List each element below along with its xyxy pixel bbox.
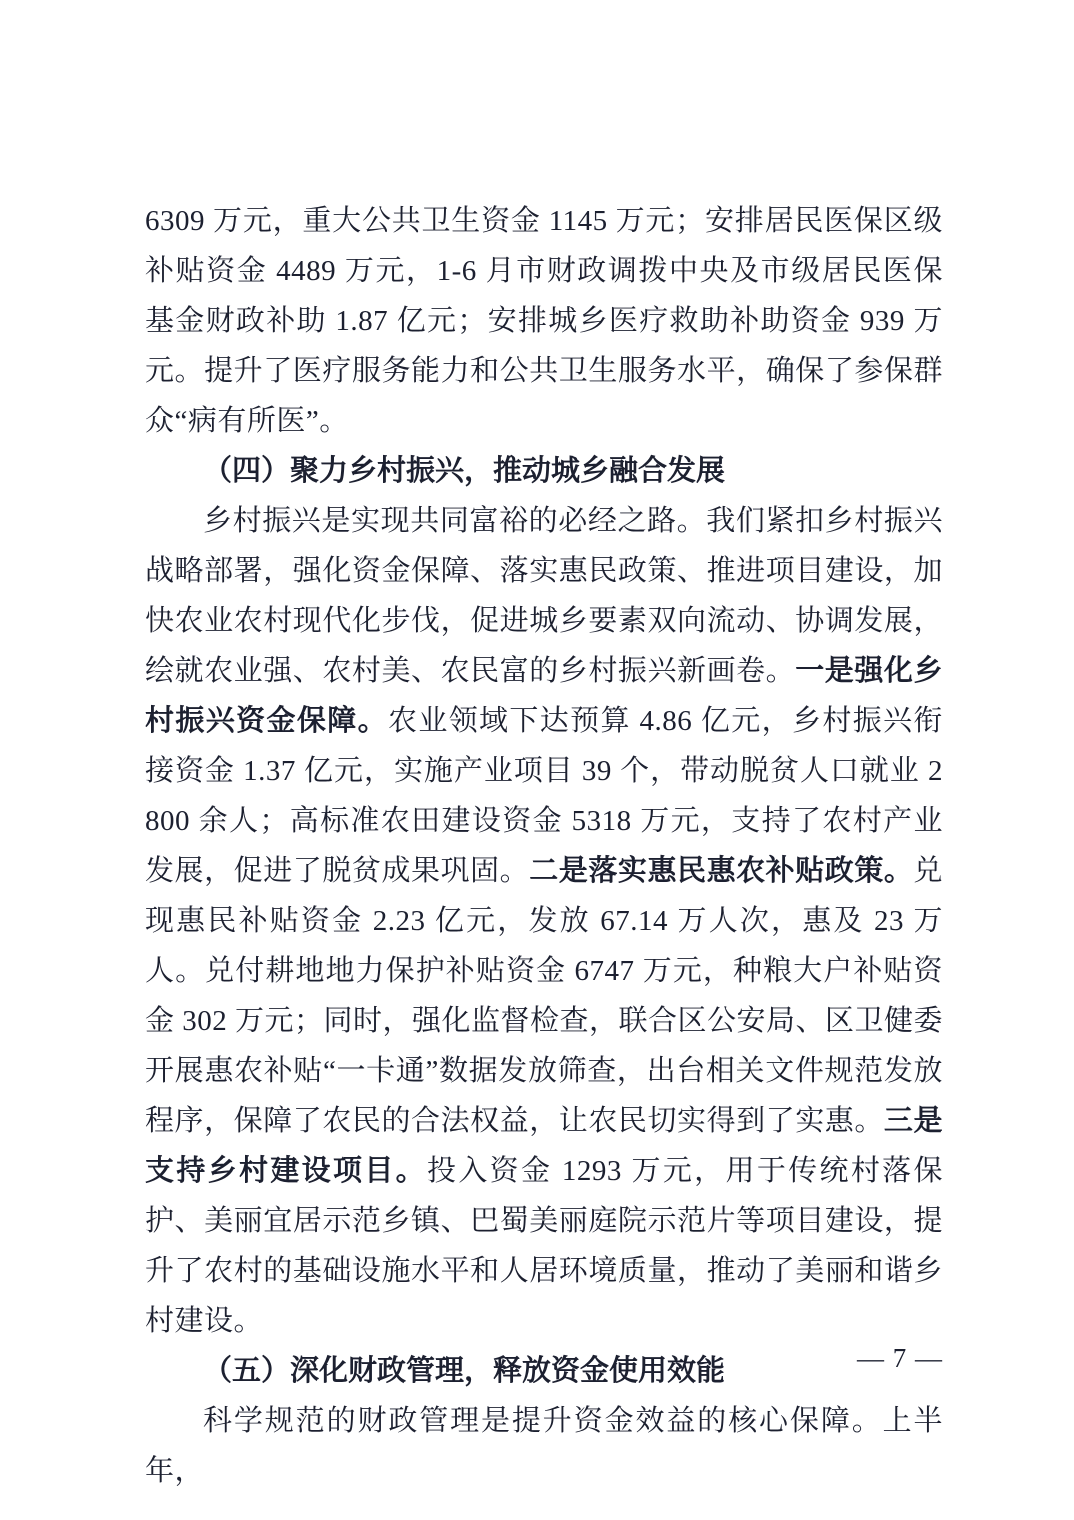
- section-heading-4: （四）聚力乡村振兴，推动城乡融合发展: [203, 455, 726, 487]
- page-number: — 7 —: [857, 1343, 943, 1373]
- text-segment-emphasis-3: 三是支持乡村建设项目。: [145, 1105, 943, 1187]
- text-segment: 投入资金 1293 万元，用于传统村落保护、美丽宜居示范乡镇、巴蜀美丽庭院示范片等项目建设，提升了农村的基础设施水平和人居环境质量，推动了美丽和谐乡村建设。: [145, 1155, 943, 1337]
- paragraph-medical-continuation: 6309 万元，重大公共卫生资金 1145 万元；安排居民医保区级补贴资金 4489 万元，1-6 月市财政调拨中央及市级居民医保基金财政补助 1.87 亿元；安排城乡医疗救助补助资金 939 万元。提升了医疗服务能力和公共卫生服务水平，确保了参保群众“病有所医”。: [145, 205, 943, 437]
- text-segment-emphasis-2: 二是落实惠民惠农补贴政策。: [529, 855, 914, 887]
- paragraph-fiscal-management: 科学规范的财政管理是提升资金效益的核心保障。上半年，: [145, 1405, 943, 1487]
- text-segment: 农业领域下达预算 4.86 亿元，乡村振兴衔接资金 1.37 亿元，实施产业项目 39 个，带动脱贫人口就业 2800 余人；高标准农田建设资金 5318 万元，支持了农村产业发展，促进了脱贫成果巩固。: [145, 705, 943, 887]
- text-segment: 乡村振兴是实现共同富裕的必经之路。我们紧扣乡村振兴战略部署，强化资金保障、落实惠民政策、推进项目建设，加快农业农村现代化步伐，促进城乡要素双向流动、协调发展，绘就农业强、农村美、农民富的乡村振兴新画卷。: [145, 505, 943, 687]
- section-heading-5: （五）深化财政管理，释放资金使用效能: [203, 1355, 726, 1387]
- document-body: [145, 196, 943, 1496]
- text-segment: 兑现惠民补贴资金 2.23 亿元，发放 67.14 万人次，惠及 23 万人。兑付耕地地力保护补贴资金 6747 万元，种粮大户补贴资金 302 万元；同时，强化监督检查，联合区公安局、区卫健委开展惠农补贴“一卡通”数据发放筛查，出台相关文件规范发放程序，保障了农民的合法权益，让农民切实得到了实惠。: [145, 855, 944, 1137]
- paragraph-rural-revitalization: [145, 496, 943, 1346]
- text-segment-emphasis-1: 一是强化乡村振兴资金保障。: [145, 655, 943, 737]
